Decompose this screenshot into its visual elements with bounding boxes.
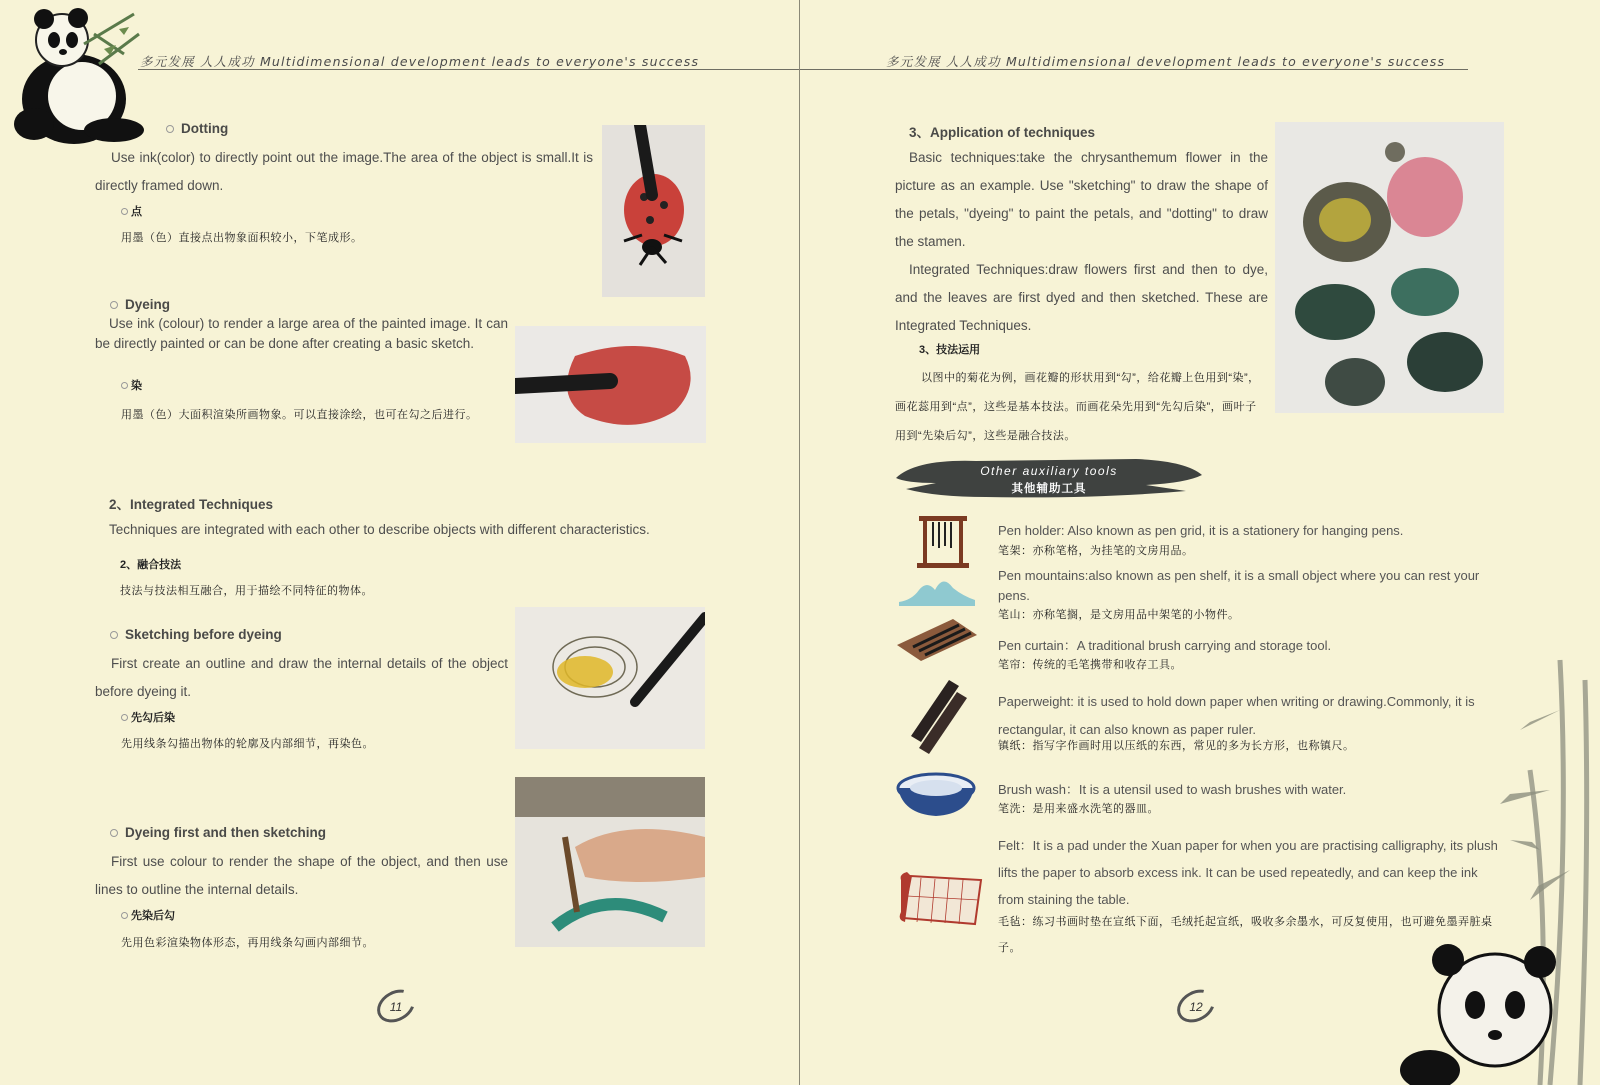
application-text-2: Integrated Techniques:draw flowers first and then to dye, and the leaves are first dyed and then sketched. These are Integrated Techniques. xyxy=(895,262,1268,333)
bullet-icon xyxy=(121,208,128,215)
header-text: 多元发展 人人成功 Multidimensional development leads to everyone's success xyxy=(886,54,1446,69)
dotting-cn-text: 用墨（色）直接点出物象面积较小，下笔成形。 xyxy=(121,232,363,244)
tool-description: Brush wash：It is a utensil used to wash brushes with water. xyxy=(998,782,1347,797)
integrated-cn-title: 2、融合技法 xyxy=(120,559,182,571)
application-title: 3、Application of techniques xyxy=(909,125,1096,140)
integrated-cn-text: 技法与技法相互融合，用于描绘不同特征的物体。 xyxy=(120,585,373,597)
bullet-icon xyxy=(166,125,174,133)
hand-painting-image xyxy=(515,777,705,947)
tool-description: Pen curtain：A traditional brush carrying and storage tool. xyxy=(998,638,1332,653)
dyeing-first-title: Dyeing first and then sketching xyxy=(110,825,326,840)
dyeing-title: Dyeing xyxy=(110,297,170,312)
page-number: 11 xyxy=(374,990,418,1024)
paperweight-icon xyxy=(901,676,971,756)
integrated-text: Techniques are integrated with each other to describe objects with different characteristics. xyxy=(109,522,650,537)
dyeing-cn-text: 用墨（色）大面积渲染所画物象。可以直接涂绘，也可在勾之后进行。 xyxy=(121,409,478,421)
pen-mountain-icon xyxy=(897,572,977,608)
dyeing-first-cn-text: 先用色彩渲染物体形态，再用线条勾画内部细节。 xyxy=(121,937,374,949)
pen-holder-icon xyxy=(913,508,973,572)
chrysanthemum-sketch-image xyxy=(515,607,705,749)
application-cn-title: 3、技法运用 xyxy=(919,344,981,356)
dotting-text: Use ink(color) to directly point out the image.The area of the object is small.It is directly framed down. xyxy=(95,150,593,193)
tool-description-cn: 镇纸：指写字作画时用以压纸的东西，常见的多为长方形，也称镇尺。 xyxy=(998,740,1355,752)
header-rule xyxy=(800,69,1468,70)
dyeing-first-text: First use colour to render the shape of the object, and then use lines to outline the internal details. xyxy=(95,854,508,897)
sketching-text: First create an outline and draw the internal details of the object before dyeing it. xyxy=(95,656,508,699)
banner-en: Other auxiliary tools xyxy=(980,464,1118,478)
brush-wash-icon xyxy=(895,770,977,820)
tool-description: Pen holder: Also known as pen grid, it is a stationery for hanging pens. xyxy=(998,523,1404,538)
header-rule xyxy=(138,69,800,70)
sketching-cn-text: 先用线条勾描出物体的轮廓及内部细节，再染色。 xyxy=(121,738,374,750)
ladybug-painting-image xyxy=(602,125,705,297)
tool-description: Paperweight: it is used to hold down paper when writing or drawing.Commonly, it is rectangular, it can also known as paper ruler. xyxy=(998,694,1475,737)
bullet-icon xyxy=(121,382,128,389)
header-text: 多元发展 人人成功 Multidimensional development leads to everyone's success xyxy=(140,54,700,69)
dotting-title: Dotting xyxy=(166,121,228,136)
banner-cn: 其他辅助工具 xyxy=(1011,483,1087,495)
panda-illustration xyxy=(4,4,164,152)
pen-curtain-icon xyxy=(893,615,979,665)
tool-description-cn: 笔山：亦称笔搁，是文房用品中架笔的小物件。 xyxy=(998,609,1240,621)
bullet-icon xyxy=(110,829,118,837)
dyeing-cn-title: 染 xyxy=(121,377,142,393)
tool-description-cn: 笔帘：传统的毛笔携带和收存工具。 xyxy=(998,659,1182,671)
bullet-icon xyxy=(110,631,118,639)
tool-description: Felt：It is a pad under the Xuan paper for when you are practising calligraphy, its plush lifts the paper to absorb excess ink. It can be used repeatedly, and can keep the ink from staining the table. xyxy=(998,838,1498,907)
red-wash-painting-image xyxy=(515,326,706,443)
bullet-icon xyxy=(110,301,118,309)
bullet-icon xyxy=(121,912,128,919)
bullet-icon xyxy=(121,714,128,721)
auxiliary-tools-banner xyxy=(896,453,1202,503)
dotting-cn-title: 点 xyxy=(121,203,142,219)
application-cn-text: 以图中的菊花为例，画花瓣的形状用到“勾”，给花瓣上色用到“染”，画花蕊用到“点”，这些是基本技法。而画花朵先用到“先勾后染”，画叶子用到“先染后勾”，这些是融合技法。 xyxy=(895,372,1260,442)
felt-icon xyxy=(897,866,983,928)
integrated-title: 2、Integrated Techniques xyxy=(109,497,274,512)
chrysanthemum-painting-image xyxy=(1275,122,1504,413)
bamboo-panda-illustration xyxy=(1400,650,1600,1085)
application-text-1: Basic techniques:take the chrysanthemum flower in the picture as an example. Use "sketching" to draw the shape of the petals, "dyeing" to paint the petals, and "dotting" to draw the stamen. xyxy=(895,150,1268,249)
dyeing-first-cn-title: 先染后勾 xyxy=(121,907,175,923)
sketching-title: Sketching before dyeing xyxy=(110,627,282,642)
tool-description-cn: 毛毡：练习书画时垫在宣纸下面，毛绒托起宣纸，吸收多余墨水，可反复使用，也可避免墨弄脏桌子。 xyxy=(998,916,1493,954)
tool-description-cn: 笔架：亦称笔格，为挂笔的文房用品。 xyxy=(998,545,1194,557)
page-number: 12 xyxy=(1174,990,1218,1024)
dyeing-text: Use ink (colour) to render a large area of the painted image. It can be directly painted or can be done after creating a basic sketch. xyxy=(95,316,508,351)
sketching-cn-title: 先勾后染 xyxy=(121,709,175,725)
page-gutter xyxy=(799,0,800,1085)
tool-description-cn: 笔洗：是用来盛水洗笔的器皿。 xyxy=(998,803,1159,815)
tool-description: Pen mountains:also known as pen shelf, it is a small object where you can rest your pens. xyxy=(998,568,1480,603)
